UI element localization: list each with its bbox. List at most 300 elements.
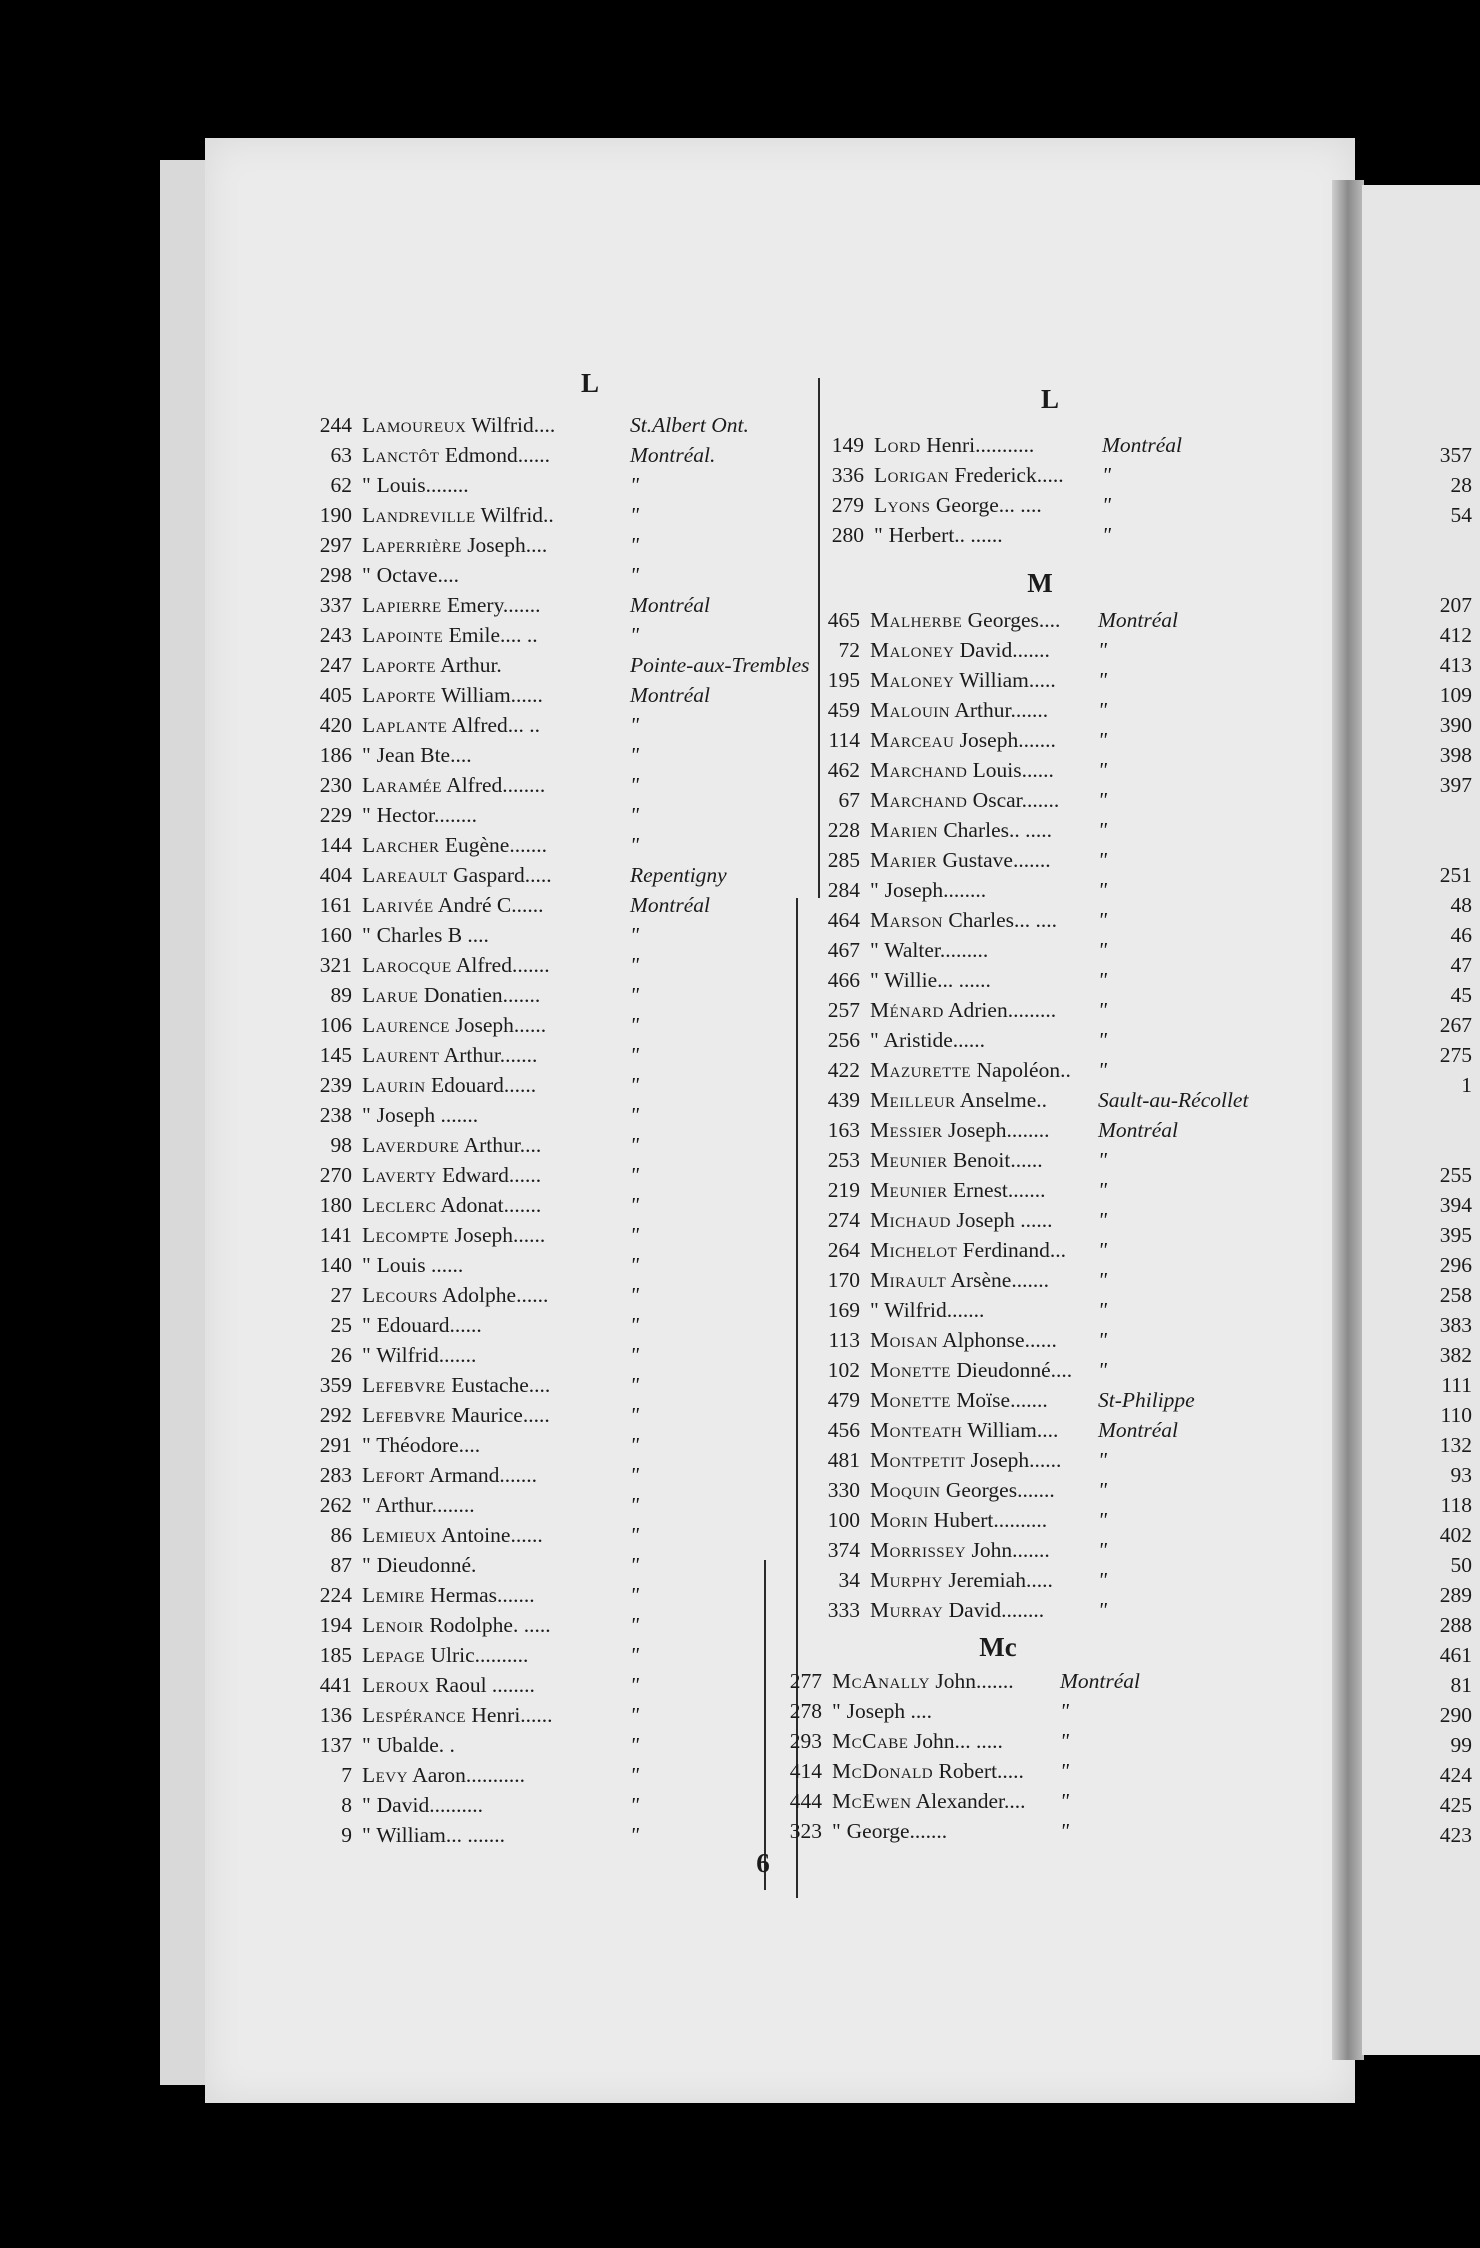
entry-surname: Marien	[870, 818, 938, 842]
entry-given-name: Oscar.......	[972, 788, 1060, 812]
facing-page-number: 118	[1440, 1493, 1472, 1517]
entry-given-name: Charles.. .....	[943, 818, 1053, 842]
entry-surname: "	[362, 1343, 372, 1367]
entry-name	[362, 950, 550, 980]
entry-name	[362, 560, 459, 590]
list-item	[808, 1415, 1179, 1445]
entry-place: "	[1098, 1268, 1108, 1292]
entry-place: Montréal	[1098, 1418, 1179, 1442]
entry-name	[362, 1190, 541, 1220]
entry-number: 405	[319, 683, 352, 707]
list-item	[300, 1040, 640, 1070]
entry-number: 194	[319, 1613, 352, 1637]
entry-name	[870, 1445, 1061, 1475]
list-item	[808, 1505, 1108, 1535]
entry-surname: Marchand	[870, 788, 968, 812]
entry-place: "	[630, 1223, 640, 1247]
entry-number: 479	[827, 1388, 860, 1412]
entry-number: 144	[319, 833, 352, 857]
entry-name	[362, 500, 554, 530]
entry-given-name: Georges.......	[945, 1478, 1055, 1502]
entry-place: Montréal	[1098, 1118, 1179, 1142]
entry-number: 279	[831, 493, 864, 517]
entry-name	[362, 1310, 482, 1340]
entry-surname: Messier	[870, 1118, 943, 1142]
list-item	[300, 980, 640, 1010]
right-entry-list-l	[812, 430, 1183, 550]
entry-number: 298	[319, 563, 352, 587]
facing-page-number: 50	[1450, 1553, 1472, 1577]
entry-place: "	[1060, 1729, 1070, 1753]
entry-name	[870, 1025, 985, 1055]
entry-name	[874, 520, 1003, 550]
entry-given-name: Robert.....	[938, 1759, 1024, 1783]
entry-given-name: David........	[948, 1598, 1045, 1622]
facing-page-number: 275	[1439, 1043, 1472, 1067]
entry-number: 149	[831, 433, 864, 457]
entry-number: 293	[789, 1729, 822, 1753]
entry-given-name: Maurice.....	[451, 1403, 550, 1427]
list-item	[770, 1696, 1070, 1726]
entry-place: "	[1098, 1148, 1108, 1172]
entry-name	[362, 1340, 476, 1370]
entry-name	[870, 1145, 1043, 1175]
entry-given-name: Louis........	[376, 473, 469, 497]
entry-name	[362, 1430, 480, 1460]
entry-surname: "	[362, 1253, 372, 1277]
entry-place: "	[630, 1103, 640, 1127]
entry-surname: "	[870, 1298, 880, 1322]
entry-surname: Laporte	[362, 683, 437, 707]
entry-place: St.Albert Ont.	[630, 413, 749, 437]
entry-name	[870, 1175, 1046, 1205]
entry-surname: McCabe	[832, 1729, 909, 1753]
entry-given-name: Hermas.......	[430, 1583, 535, 1607]
list-item	[808, 845, 1108, 875]
entry-number: 337	[319, 593, 352, 617]
entry-number: 285	[827, 848, 860, 872]
entry-place: "	[630, 1673, 640, 1697]
list-item	[300, 830, 640, 860]
facing-page-number	[1412, 830, 1472, 860]
entry-place: "	[630, 1253, 640, 1277]
list-item	[300, 1550, 640, 1580]
entry-given-name: Alfred.......	[455, 953, 550, 977]
entry-surname: Laplante	[362, 713, 448, 737]
right-section-header-l: L	[1040, 384, 1059, 414]
entry-surname: "	[362, 1103, 372, 1127]
entry-surname: Lemieux	[362, 1523, 437, 1547]
list-item	[808, 1025, 1108, 1055]
entry-surname: Laverty	[362, 1163, 437, 1187]
entry-number: 333	[827, 1598, 860, 1622]
list-item	[812, 460, 1112, 490]
facing-page-number: 290	[1439, 1703, 1472, 1727]
list-item	[300, 1070, 640, 1100]
facing-page-number: 357	[1439, 443, 1472, 467]
entry-name	[870, 1415, 1058, 1445]
entry-given-name: Charles... ....	[948, 908, 1058, 932]
entry-surname: "	[362, 1823, 372, 1847]
entry-surname: Morin	[870, 1508, 929, 1532]
entry-number: 98	[330, 1133, 352, 1157]
entry-given-name: Alphonse......	[942, 1328, 1057, 1352]
entry-name	[362, 1820, 505, 1850]
entry-place: "	[1098, 1208, 1108, 1232]
facing-page-number: 54	[1450, 503, 1472, 527]
list-item	[808, 1325, 1108, 1355]
list-item	[300, 1280, 640, 1310]
entry-name	[870, 1355, 1072, 1385]
entry-place: "	[630, 833, 640, 857]
list-item	[808, 935, 1108, 965]
entry-name	[362, 1640, 528, 1670]
entry-given-name: Wilfrid.......	[884, 1298, 985, 1322]
entry-number: 136	[319, 1703, 352, 1727]
facing-page-number	[1412, 1130, 1472, 1160]
facing-page-number: 289	[1439, 1583, 1472, 1607]
entry-number: 25	[330, 1313, 352, 1337]
list-item	[300, 650, 810, 680]
entry-number: 180	[319, 1193, 352, 1217]
entry-given-name: Edmond......	[444, 443, 550, 467]
facing-page-number: 46	[1450, 923, 1472, 947]
entry-name	[870, 1235, 1066, 1265]
entry-surname: Mazurette	[870, 1058, 972, 1082]
list-item	[300, 950, 640, 980]
facing-page-number: 296	[1439, 1253, 1472, 1277]
entry-name	[832, 1816, 947, 1846]
facing-page-number: 394	[1439, 1193, 1472, 1217]
facing-page-number: 47	[1450, 953, 1472, 977]
entry-given-name: Arthur........	[375, 1493, 475, 1517]
entry-number: 467	[827, 938, 860, 962]
entry-surname: Larivée	[362, 893, 434, 917]
entry-name	[870, 1325, 1057, 1355]
entry-name	[870, 965, 991, 995]
entry-surname: "	[362, 1433, 372, 1457]
facing-page-number: 81	[1450, 1673, 1472, 1697]
entry-number: 243	[319, 623, 352, 647]
entry-place: "	[630, 473, 640, 497]
list-item	[808, 875, 1108, 905]
entry-name	[870, 875, 986, 905]
entry-given-name: Joseph ......	[956, 1208, 1053, 1232]
entry-place: Montréal	[630, 593, 711, 617]
entry-place: "	[1098, 788, 1108, 812]
entry-name	[832, 1786, 1025, 1816]
list-item	[300, 1160, 640, 1190]
list-item	[808, 1235, 1108, 1265]
entry-place: "	[630, 1463, 640, 1487]
entry-surname: Laurin	[362, 1073, 426, 1097]
entry-name	[362, 470, 469, 500]
entry-surname: Monette	[870, 1388, 951, 1412]
entry-given-name: Willie... ......	[884, 968, 991, 992]
entry-given-name: Eustache....	[451, 1373, 551, 1397]
entry-given-name: Aristide......	[883, 1028, 986, 1052]
entry-number: 62	[330, 473, 352, 497]
entry-number: 195	[827, 668, 860, 692]
entry-place: "	[1098, 1538, 1108, 1562]
entry-surname: Moquin	[870, 1478, 941, 1502]
list-item	[808, 755, 1108, 785]
entry-name	[870, 1295, 984, 1325]
entry-surname: "	[362, 1313, 372, 1337]
entry-name	[362, 650, 502, 680]
entry-given-name: John.......	[935, 1669, 1014, 1693]
entry-given-name: Dieudonné....	[956, 1358, 1073, 1382]
facing-page-number: 267	[1439, 1013, 1472, 1037]
entry-place: "	[630, 1493, 640, 1517]
entry-number: 239	[319, 1073, 352, 1097]
facing-page-number: 383	[1439, 1313, 1472, 1337]
entry-surname: Murray	[870, 1598, 944, 1622]
entry-given-name: Joseph .......	[376, 1103, 479, 1127]
entry-place: "	[1098, 818, 1108, 842]
facing-page-number	[1412, 1100, 1472, 1130]
entry-place: "	[1060, 1699, 1070, 1723]
entry-place: "	[630, 773, 640, 797]
list-item	[770, 1666, 1141, 1696]
entry-place: "	[630, 1373, 640, 1397]
entry-name	[870, 695, 1048, 725]
entry-name	[870, 785, 1059, 815]
list-item	[808, 1175, 1108, 1205]
entry-number: 224	[319, 1583, 352, 1607]
list-item	[300, 1370, 640, 1400]
entry-surname: Lecours	[362, 1283, 438, 1307]
list-item	[300, 560, 640, 590]
entry-name	[362, 530, 547, 560]
entry-place: "	[1102, 493, 1112, 517]
entry-name	[870, 1385, 1048, 1415]
entry-place: "	[630, 1583, 640, 1607]
list-item	[300, 1820, 640, 1850]
entry-number: 87	[330, 1553, 352, 1577]
entry-given-name: Charles B ....	[376, 923, 489, 947]
entry-place: Montréal	[630, 893, 711, 917]
entry-given-name: George... ....	[935, 493, 1042, 517]
entry-surname: Leclerc	[362, 1193, 437, 1217]
entry-name	[874, 430, 1034, 460]
entry-given-name: Alfred........	[446, 773, 546, 797]
entry-place: "	[1098, 638, 1108, 662]
facing-page-number: 48	[1450, 893, 1472, 917]
entry-given-name: Arsène.......	[950, 1268, 1049, 1292]
entry-name	[362, 620, 538, 650]
entry-given-name: Aaron...........	[412, 1763, 526, 1787]
entry-number: 244	[319, 413, 352, 437]
entry-name	[362, 1460, 537, 1490]
entry-name	[870, 1115, 1050, 1145]
entry-name	[362, 980, 540, 1010]
entry-surname: Laramée	[362, 773, 442, 797]
entry-given-name: Arthur....	[463, 1133, 542, 1157]
entry-name	[362, 1280, 548, 1310]
list-item	[300, 470, 640, 500]
list-item	[300, 740, 640, 770]
entry-place: "	[1102, 523, 1112, 547]
entry-name	[362, 890, 544, 920]
list-item	[300, 1400, 640, 1430]
entry-number: 190	[319, 503, 352, 527]
entry-given-name: William......	[441, 683, 543, 707]
entry-place: "	[630, 1523, 640, 1547]
entry-surname: "	[362, 743, 372, 767]
entry-place: "	[630, 1343, 640, 1367]
entry-number: 291	[319, 1433, 352, 1457]
entry-number: 72	[838, 638, 860, 662]
facing-page-number: 395	[1439, 1223, 1472, 1247]
list-item	[300, 1010, 640, 1040]
facing-page-number: 288	[1439, 1613, 1472, 1637]
entry-name	[870, 1055, 1071, 1085]
list-item	[300, 1190, 640, 1220]
entry-surname: Montpetit	[870, 1448, 966, 1472]
entry-number: 374	[827, 1538, 860, 1562]
entry-place: "	[630, 923, 640, 947]
entry-surname: Laurence	[362, 1013, 450, 1037]
entry-name	[362, 1730, 455, 1760]
entry-name	[362, 1160, 541, 1190]
list-item	[808, 785, 1108, 815]
entry-surname: "	[832, 1699, 842, 1723]
entry-surname: Larcher	[362, 833, 440, 857]
entry-number: 323	[789, 1819, 822, 1843]
list-item	[808, 1205, 1108, 1235]
entry-number: 137	[319, 1733, 352, 1757]
list-item	[300, 440, 716, 470]
entry-place: "	[1098, 698, 1108, 722]
entry-place: "	[1098, 908, 1108, 932]
entry-given-name: Hubert..........	[933, 1508, 1048, 1532]
entry-given-name: Joseph........	[884, 878, 987, 902]
entry-number: 113	[828, 1328, 860, 1352]
list-item	[300, 1580, 640, 1610]
entry-surname: Lanctôt	[362, 443, 440, 467]
list-item	[300, 800, 640, 830]
entry-place: "	[630, 743, 640, 767]
entry-number: 27	[330, 1283, 352, 1307]
entry-place: "	[630, 1133, 640, 1157]
entry-given-name: Adrien.........	[948, 998, 1057, 1022]
entry-surname: Lefebvre	[362, 1403, 446, 1427]
entry-number: 466	[827, 968, 860, 992]
entry-name	[362, 1010, 546, 1040]
entry-given-name: Wilfrid..	[480, 503, 554, 527]
entry-number: 256	[827, 1028, 860, 1052]
entry-given-name: Frederick.....	[954, 463, 1064, 487]
facing-page-number: 1	[1461, 1073, 1472, 1097]
entry-given-name: Eugène.......	[444, 833, 547, 857]
facing-page-number: 99	[1450, 1733, 1472, 1757]
entry-surname: "	[362, 1793, 372, 1817]
entry-surname: Meunier	[870, 1148, 948, 1172]
entry-number: 8	[341, 1793, 352, 1817]
list-item	[300, 620, 640, 650]
entry-place: "	[1098, 1358, 1108, 1382]
entry-number: 230	[319, 773, 352, 797]
entry-place: "	[630, 1733, 640, 1757]
list-item	[808, 815, 1108, 845]
entry-number: 465	[827, 608, 860, 632]
entry-number: 462	[827, 758, 860, 782]
entry-surname: Meunier	[870, 1178, 948, 1202]
entry-given-name: Wilfrid.......	[376, 1343, 477, 1367]
entry-place: "	[1098, 1508, 1108, 1532]
entry-given-name: Alfred... ..	[451, 713, 541, 737]
entry-name	[362, 1520, 543, 1550]
entry-given-name: Antoine......	[441, 1523, 543, 1547]
entry-given-name: Joseph ....	[846, 1699, 933, 1723]
entry-number: 228	[827, 818, 860, 842]
list-item	[808, 1085, 1249, 1115]
entry-surname: Lareault	[362, 863, 448, 887]
entry-given-name: John.......	[971, 1538, 1050, 1562]
entry-place: "	[1098, 968, 1108, 992]
entry-surname: Mirault	[870, 1268, 947, 1292]
entry-surname: Marson	[870, 908, 943, 932]
facing-page-number: 398	[1439, 743, 1472, 767]
entry-number: 185	[319, 1643, 352, 1667]
facing-page-number: 28	[1450, 473, 1472, 497]
entry-number: 274	[827, 1208, 860, 1232]
entry-place: Sault-au-Récollet	[1098, 1088, 1249, 1112]
page-number: 6	[756, 1848, 770, 1878]
entry-number: 106	[319, 1013, 352, 1037]
entry-name	[362, 770, 545, 800]
entry-place: "	[1098, 728, 1108, 752]
entry-number: 247	[319, 653, 352, 677]
book-gutter	[1332, 180, 1364, 2060]
entry-place: "	[1060, 1789, 1070, 1813]
facing-page-number: 132	[1439, 1433, 1472, 1457]
entry-name	[362, 410, 555, 440]
entry-place: "	[1098, 758, 1108, 782]
entry-name	[362, 1220, 545, 1250]
entry-surname: Lefort	[362, 1463, 425, 1487]
entry-surname: Laurent	[362, 1043, 440, 1067]
list-item	[300, 860, 727, 890]
entry-number: 86	[330, 1523, 352, 1547]
entry-name	[870, 1475, 1055, 1505]
entry-name	[870, 1565, 1053, 1595]
entry-number: 63	[330, 443, 352, 467]
list-item	[300, 530, 640, 560]
entry-number: 292	[319, 1403, 352, 1427]
entry-given-name: Anselme..	[959, 1088, 1047, 1112]
entry-surname: Larue	[362, 983, 419, 1007]
entry-place: "	[630, 533, 640, 557]
entry-given-name: Louis......	[972, 758, 1054, 782]
entry-name	[362, 860, 552, 890]
entry-place: "	[630, 623, 640, 647]
entry-place: "	[630, 1043, 640, 1067]
list-item	[300, 1220, 640, 1250]
entry-surname: "	[362, 803, 372, 827]
entry-name	[362, 1550, 476, 1580]
entry-place: "	[630, 1433, 640, 1457]
entry-name	[870, 635, 1050, 665]
entry-place: "	[1102, 463, 1112, 487]
entry-number: 270	[319, 1163, 352, 1187]
entry-name	[870, 935, 988, 965]
entry-given-name: David.......	[959, 638, 1050, 662]
entry-name	[870, 1085, 1047, 1115]
entry-place: "	[1098, 1568, 1108, 1592]
entry-given-name: Georges....	[967, 608, 1061, 632]
